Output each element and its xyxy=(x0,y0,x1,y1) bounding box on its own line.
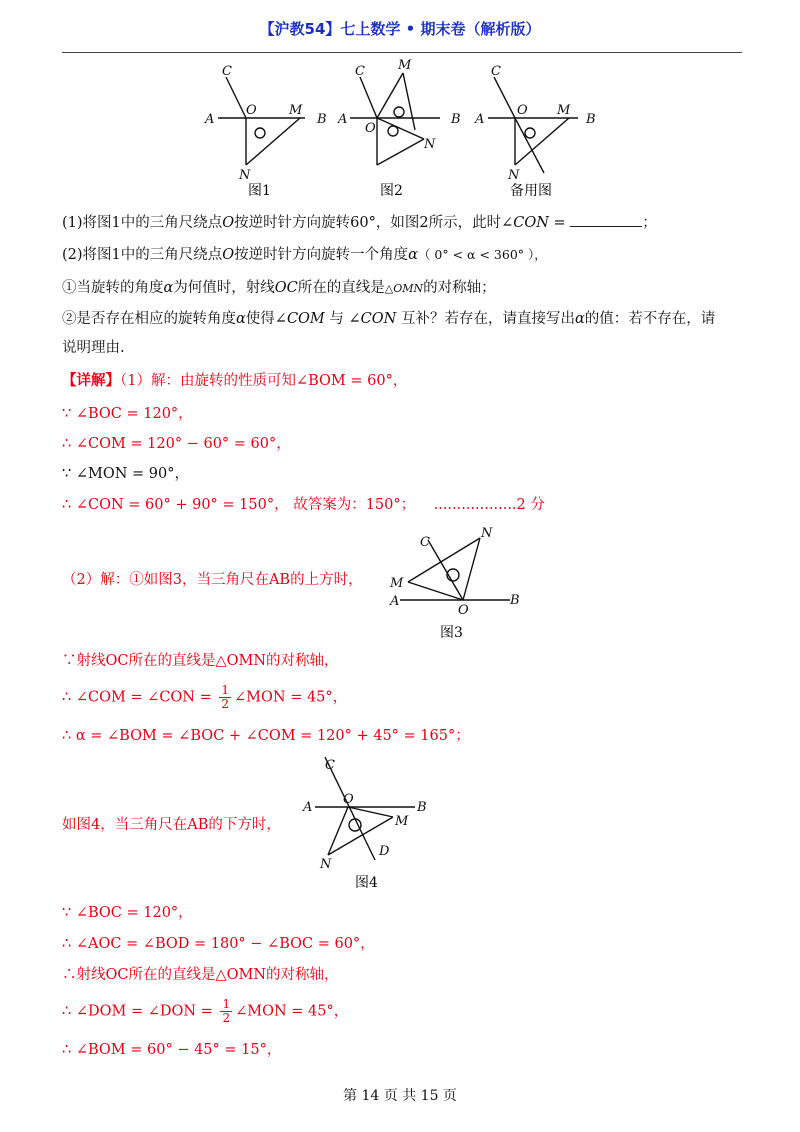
question-2: (2)将图1中的三角尺绕点O按逆时针方向旋转一个角度α（ 0° < α < 360° ）， xyxy=(62,247,547,263)
answer-blank xyxy=(570,212,642,227)
fig4-label-M: M xyxy=(395,814,409,829)
spare-label-O: O xyxy=(517,103,528,118)
solution-line-13: ∴射线OC所在的直线是△OMN的对称轴， xyxy=(62,967,339,983)
fig3-label-C: C xyxy=(420,535,430,550)
fig4-label-N: N xyxy=(320,857,332,872)
fig3-label-A: A xyxy=(390,594,400,609)
solution-line-11: ∵ ∠BOC = 120°， xyxy=(62,905,193,921)
solution-line-5: ∴ ∠CON = 60° + 90° = 150°， 故答案为：150°； ..................2 分 xyxy=(62,497,545,513)
fig3-label-M: M xyxy=(390,576,404,591)
top-figures xyxy=(0,55,800,265)
solution-line-6: （2）解：①如图3，当三角尺在AB的上方时， xyxy=(62,572,363,588)
solution-line-2: ∵ ∠BOC = 120°， xyxy=(62,406,193,422)
fig1-label-B: B xyxy=(317,112,327,127)
fig2-label-O: O xyxy=(365,121,376,136)
question-2b: ②是否存在相应的旋转角度α使得∠COM 与 ∠CON 互补？若存在，请直接写出α的值：若不存在，请 xyxy=(62,311,716,327)
solution-line-8: ∴ ∠COM = ∠CON = $\frac{1}{2}$ ∠MON = 45°， xyxy=(62,683,348,711)
spare-label-M: M xyxy=(557,103,571,118)
solution-line-1: 【详解】（1）解：由旋转的性质可知∠BOM = 60°， xyxy=(62,372,408,389)
fig4-label-C: C xyxy=(325,758,335,773)
solution-line-9: ∴ α = ∠BOM = ∠BOC + ∠COM = 120° + 45° = 165°； xyxy=(62,728,470,744)
question-1: (1)将图1中的三角尺绕点O按逆时针方向旋转60°，如图2所示，此时∠CON = ； xyxy=(62,212,657,233)
fig4-label-A: A xyxy=(303,800,313,815)
fig2-label-C: C xyxy=(355,64,365,79)
solution-line-12: ∴ ∠AOC = ∠BOD = 180° − ∠BOC = 60°， xyxy=(62,936,375,952)
spare-label-A: A xyxy=(475,112,485,127)
solution-line-10: 如图4，当三角尺在AB的下方时， xyxy=(62,817,281,833)
figure-1 xyxy=(218,77,305,165)
fig3-caption: 图3 xyxy=(440,625,463,640)
fig1-label-O: O xyxy=(246,103,257,118)
fig3-label-N: N xyxy=(481,526,493,541)
spare-caption: 备用图 xyxy=(510,183,552,199)
fig2-label-N: N xyxy=(424,137,436,152)
fig2-label-M: M xyxy=(398,58,412,73)
fig3-label-O: O xyxy=(458,603,469,618)
header-divider xyxy=(62,52,742,53)
solution-line-14: ∴ ∠DOM = ∠DON = $\frac{1}{2}$ ∠MON = 45°， xyxy=(62,997,349,1025)
figure-3 xyxy=(380,520,580,640)
fig1-label-M: M xyxy=(289,103,303,118)
question-2a: ①当旋转的角度α为何值时，射线OC所在的直线是△OMN的对称轴； xyxy=(62,280,496,296)
fig1-label-A: A xyxy=(205,112,215,127)
fig2-label-A: A xyxy=(338,112,348,127)
page-footer: 第 14 页 共 15 页 xyxy=(343,1088,457,1104)
solution-line-15: ∴ ∠BOM = 60° − 45° = 15°， xyxy=(62,1042,282,1058)
spare-label-N: N xyxy=(508,168,520,183)
fig1-caption: 图1 xyxy=(248,183,271,199)
page-header-title: 【沪教54】七上数学 • 期末卷（解析版） xyxy=(259,20,541,38)
fig4-label-O: O xyxy=(343,792,354,807)
fig4-caption: 图4 xyxy=(355,875,378,891)
figure-4 xyxy=(295,755,495,895)
solution-line-7: ∵射线OC所在的直线是△OMN的对称轴， xyxy=(62,653,339,669)
fraction-half-2: $\frac{1}{2}$ xyxy=(222,997,231,1025)
fig1-label-N: N xyxy=(239,168,251,183)
fig1-label-C: C xyxy=(222,64,232,79)
fraction-half: $\frac{1}{2}$ xyxy=(221,683,230,711)
fig4-label-B: B xyxy=(417,800,427,815)
spare-label-C: C xyxy=(491,64,501,79)
fig4-label-D: D xyxy=(379,844,390,859)
spare-label-B: B xyxy=(586,112,596,127)
question-2b-cont: 说明理由. xyxy=(62,340,125,356)
fig2-caption: 图2 xyxy=(380,183,403,199)
solution-line-4: ∵ ∠MON = 90°， xyxy=(62,466,189,482)
fig2-label-B: B xyxy=(451,112,461,127)
spare-figure xyxy=(488,77,578,173)
fig3-label-B: B xyxy=(510,593,520,608)
solution-line-3: ∴ ∠COM = 120° − 60° = 60°， xyxy=(62,436,291,452)
